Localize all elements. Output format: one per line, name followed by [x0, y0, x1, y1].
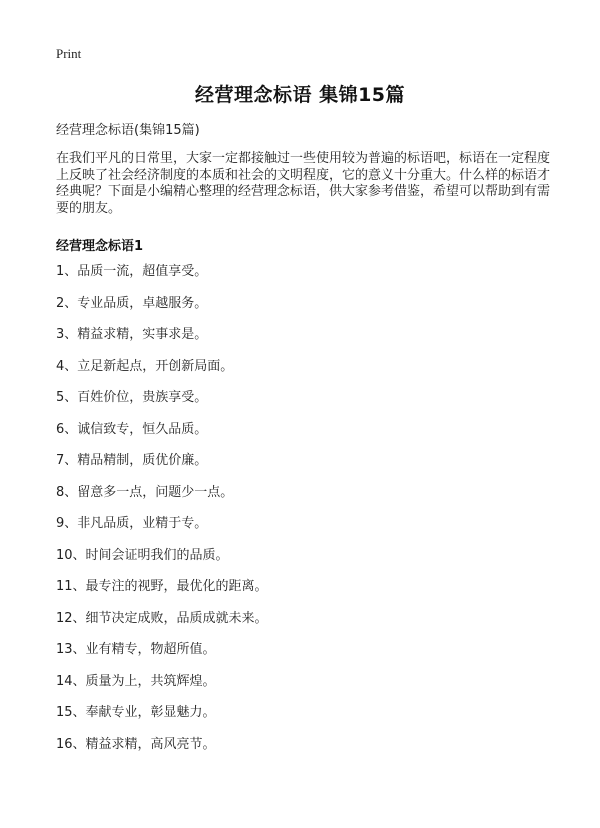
- slogan-item: 4、立足新起点，开创新局面。: [56, 358, 234, 374]
- slogan-item: 16、精益求精，高风亮节。: [56, 736, 216, 752]
- print-link[interactable]: Print: [56, 46, 82, 61]
- slogan-item: 9、非凡品质，业精于专。: [56, 516, 208, 531]
- slogan-item: 10、时间会证明我们的品质。: [56, 547, 229, 563]
- slogan-item: 12、细节决定成败，品质成就未来。: [56, 610, 268, 626]
- slogan-list: [56, 264, 268, 768]
- slogan-item: 11、最专注的视野，最优化的距离。: [56, 579, 268, 594]
- slogan-item: 8、留意多一点，问题少一点。: [56, 484, 234, 500]
- slogan-item: 13、业有精专，物超所值。: [56, 642, 216, 657]
- slogan-item: 1、品质一流，超值享受。: [56, 264, 208, 279]
- slogan-item: 14、质量为上，共筑辉煌。: [56, 673, 216, 689]
- slogan-item: 2、专业品质，卓越服务。: [56, 295, 208, 311]
- slogan-item: 15、奉献专业，彰显魅力。: [56, 705, 216, 720]
- section-heading: 经营理念标语1: [56, 239, 144, 254]
- slogan-item: 3、精益求精，实事求是。: [56, 327, 208, 342]
- slogan-item: 5、百姓价位，贵族享受。: [56, 390, 208, 405]
- document-subtitle: 经营理念标语(集锦15篇): [56, 123, 200, 138]
- slogan-item: 6、诚信致专，恒久品质。: [56, 421, 208, 437]
- intro-paragraph: 在我们平凡的日常里，大家一定都接触过一些使用较为普遍的标语吧，标语在一定程度上反映了社会经济制度的本质和社会的文明程度，它的意义十分重大。什么样的标语才经典呢？下面是小编精心整理的经营理念标语，供大家参考借鉴，希望可以帮助到有需要的朋友。: [56, 151, 551, 216]
- document-title: 经营理念标语 集锦15篇: [194, 84, 406, 106]
- slogan-item: 7、精品精制，质优价廉。: [56, 453, 208, 468]
